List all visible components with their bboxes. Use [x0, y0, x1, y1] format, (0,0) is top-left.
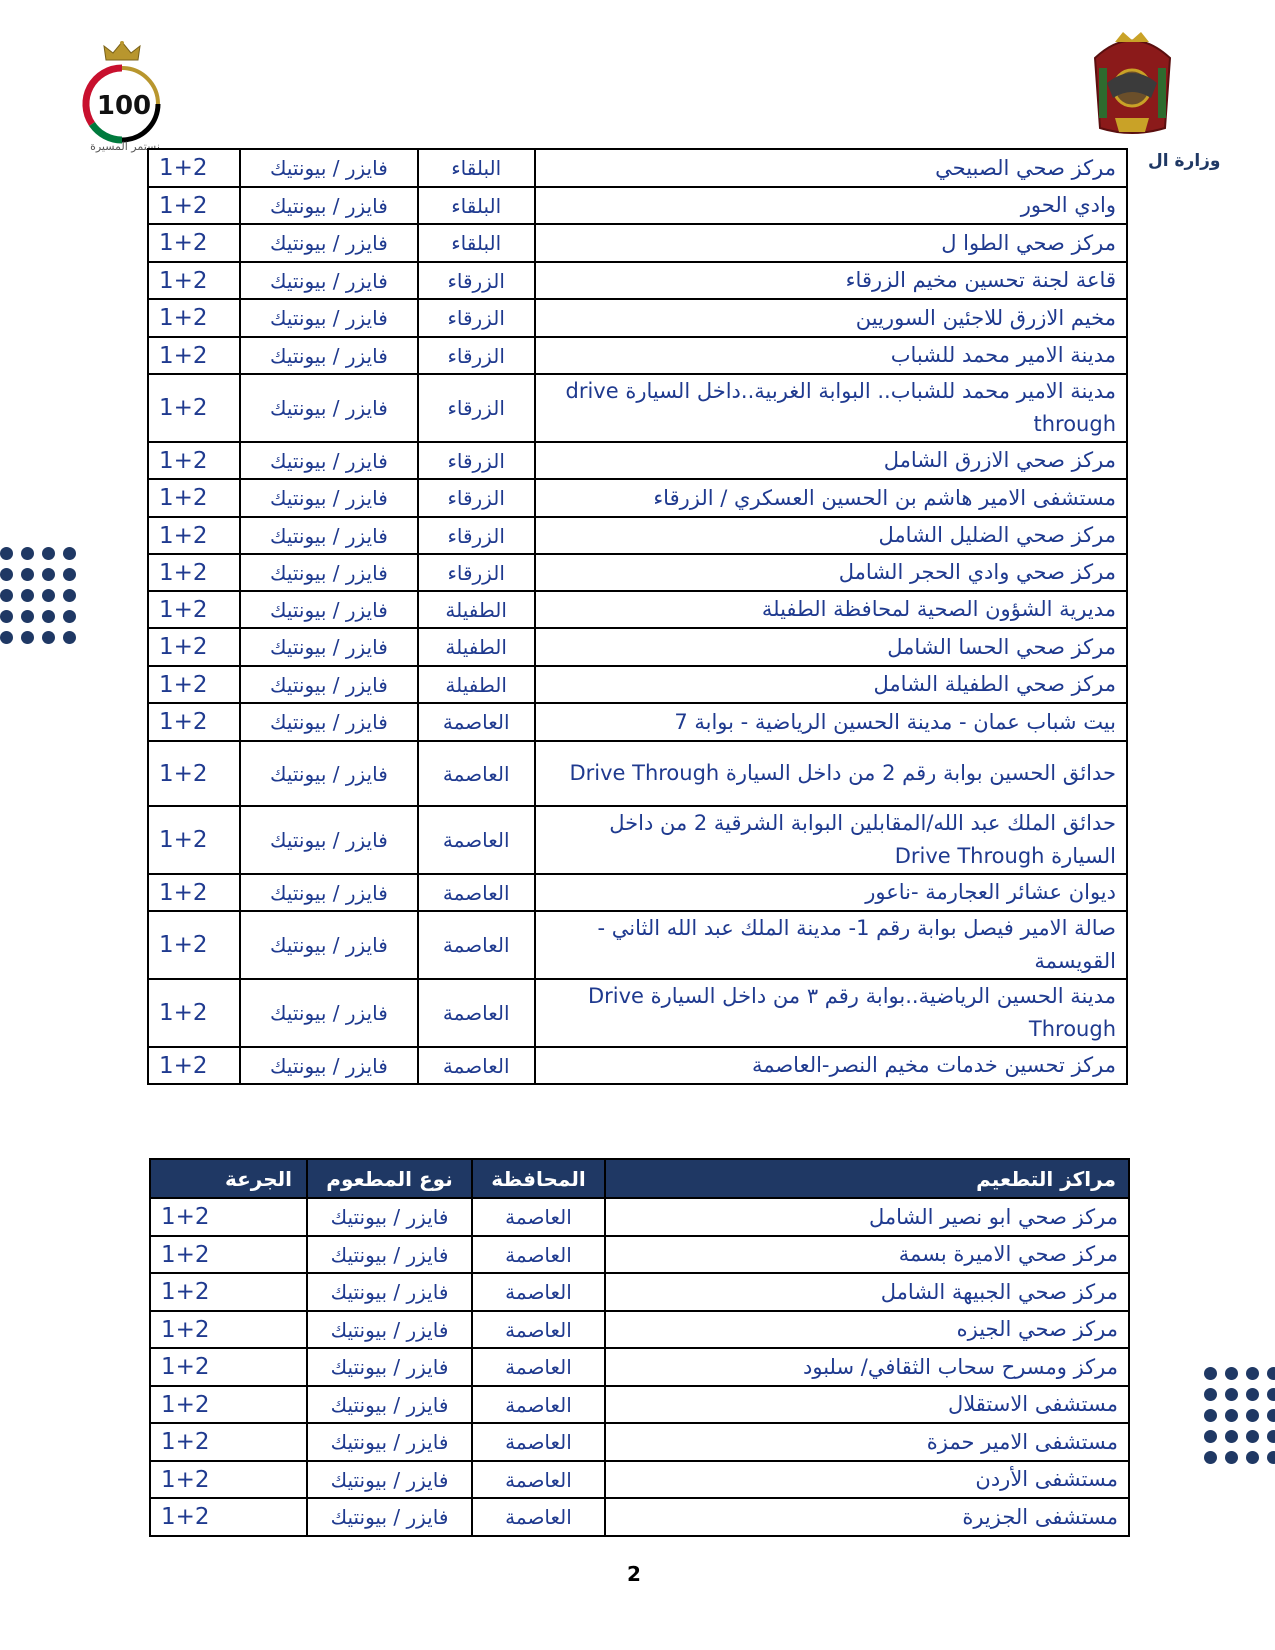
governorate-cell: العاصمة [472, 1273, 605, 1311]
center-name-cell: مركز صحي الطفيلة الشامل [535, 666, 1127, 703]
table-row [148, 911, 1127, 979]
vaccine-type-cell: فايزر / بيونتيك [240, 442, 417, 479]
dose-cell: 1+2 [150, 1348, 307, 1386]
governorate-cell: البلقاء [418, 224, 535, 262]
center-name-cell: مركز صحي الطوا ل [535, 224, 1127, 262]
center-name-cell: حدائق الملك عبد الله/المقابلين البوابة الشرقية 2 من داخل السيارة Drive Through [535, 806, 1127, 874]
dose-cell: 1+2 [148, 479, 240, 517]
governorate-cell: العاصمة [418, 806, 535, 874]
table-row [150, 1348, 1129, 1386]
table-row [148, 591, 1127, 628]
dose-cell: 1+2 [148, 262, 240, 299]
vaccine-type-cell: فايزر / بيونتيك [307, 1311, 472, 1348]
table-row [150, 1236, 1129, 1273]
governorate-cell: الزرقاء [418, 337, 535, 374]
dose-cell: 1+2 [150, 1311, 307, 1348]
logo-tagline: نستمر المسيرة [90, 140, 160, 153]
dose-cell: 1+2 [148, 979, 240, 1047]
vaccine-type-cell: فايزر / بيونتيك [240, 1047, 417, 1084]
table-row [148, 517, 1127, 554]
dose-cell: 1+2 [150, 1461, 307, 1498]
table-row [148, 554, 1127, 591]
vaccine-type-cell: فايزر / بيونتيك [240, 479, 417, 517]
governorate-cell: العاصمة [472, 1236, 605, 1273]
coat-of-arms-logo [1085, 28, 1180, 138]
governorate-cell: الزرقاء [418, 374, 535, 442]
table-row [150, 1461, 1129, 1498]
table-row [148, 666, 1127, 703]
vaccine-type-cell: فايزر / بيونتيك [240, 666, 417, 703]
center-name-cell: مستشفى الامير هاشم بن الحسين العسكري / الزرقاء [535, 479, 1127, 517]
dose-cell: 1+2 [150, 1273, 307, 1311]
table-row [148, 479, 1127, 517]
coat-of-arms-icon [1085, 28, 1180, 138]
dose-cell: 1+2 [148, 874, 240, 911]
decorative-dots-left [0, 547, 76, 644]
dose-cell: 1+2 [148, 666, 240, 703]
table-row [148, 979, 1127, 1047]
dose-cell: 1+2 [148, 911, 240, 979]
center-name-cell: مركز صحي الاميرة بسمة [605, 1236, 1129, 1273]
governorate-cell: الطفيلة [418, 628, 535, 666]
vaccine-type-cell: فايزر / بيونتيك [307, 1386, 472, 1423]
table-row [148, 299, 1127, 337]
governorate-cell: العاصمة [472, 1198, 605, 1236]
header-dose: الجرعة [150, 1159, 307, 1198]
vaccine-type-cell: فايزر / بيونتيك [240, 337, 417, 374]
table-row [148, 442, 1127, 479]
center-name-cell: مدينة الحسين الرياضية..بوابة رقم ٣ من داخل السيارة Drive Through [535, 979, 1127, 1047]
center-name-cell: مركز صحي وادي الحجر الشامل [535, 554, 1127, 591]
governorate-cell: العاصمة [418, 979, 535, 1047]
vaccine-type-cell: فايزر / بيونتيك [240, 374, 417, 442]
vaccine-type-cell: فايزر / بيونتيك [240, 806, 417, 874]
center-name-cell: مركز صحي الضليل الشامل [535, 517, 1127, 554]
vaccine-type-cell: فايزر / بيونتيك [240, 874, 417, 911]
governorate-cell: العاصمة [418, 874, 535, 911]
header-centers: مراكز التطعيم [605, 1159, 1129, 1198]
vaccine-type-cell: فايزر / بيونتيك [240, 224, 417, 262]
table-row [148, 374, 1127, 442]
center-name-cell: ديوان عشائر العجارمة -ناعور [535, 874, 1127, 911]
vaccine-type-cell: فايزر / بيونتيك [307, 1461, 472, 1498]
centenary-ring-icon [80, 62, 164, 146]
table-row [148, 337, 1127, 374]
dose-cell: 1+2 [148, 517, 240, 554]
dose-cell: 1+2 [150, 1498, 307, 1536]
table-header-row [150, 1159, 1129, 1198]
governorate-cell: الزرقاء [418, 299, 535, 337]
vaccine-type-cell: فايزر / بيونتيك [240, 591, 417, 628]
table-row [148, 874, 1127, 911]
vaccine-type-cell: فايزر / بيونتيك [307, 1198, 472, 1236]
table-row [150, 1423, 1129, 1461]
governorate-cell: الزرقاء [418, 442, 535, 479]
vaccine-type-cell: فايزر / بيونتيك [240, 741, 417, 806]
table-body [150, 1198, 1129, 1536]
vaccine-type-cell: فايزر / بيونتيك [307, 1498, 472, 1536]
dose-cell: 1+2 [148, 337, 240, 374]
table-row [148, 149, 1127, 187]
vaccine-type-cell: فايزر / بيونتيك [240, 703, 417, 741]
center-name-cell: قاعة لجنة تحسين مخيم الزرقاء [535, 262, 1127, 299]
center-name-cell: مخيم الازرق للاجئين السوريين [535, 299, 1127, 337]
vaccination-centers-table-continued [147, 148, 1128, 1085]
centenary-number: 100 [96, 91, 152, 121]
table-row [148, 187, 1127, 224]
governorate-cell: العاصمة [418, 1047, 535, 1084]
center-name-cell: مركز ومسرح سحاب الثقافي/ سلبود [605, 1348, 1129, 1386]
table-row [148, 1047, 1127, 1084]
center-name-cell: مستشفى الامير حمزة [605, 1423, 1129, 1461]
governorate-cell: الزرقاء [418, 262, 535, 299]
table-row [148, 224, 1127, 262]
dose-cell: 1+2 [148, 374, 240, 442]
dose-cell: 1+2 [148, 703, 240, 741]
center-name-cell: بيت شباب عمان - مدينة الحسين الرياضية - بوابة 7 [535, 703, 1127, 741]
governorate-cell: البلقاء [418, 187, 535, 224]
vaccination-centers-table [149, 1158, 1130, 1537]
dose-cell: 1+2 [148, 299, 240, 337]
header-vaccine-type: نوع المطعوم [307, 1159, 472, 1198]
center-name-cell: مركز صحي الازرق الشامل [535, 442, 1127, 479]
decorative-dots-right [1204, 1367, 1275, 1464]
dose-cell: 1+2 [148, 554, 240, 591]
ministry-label: وزارة ال [1148, 151, 1221, 171]
dose-cell: 1+2 [150, 1386, 307, 1423]
center-name-cell: مديرية الشؤون الصحية لمحافظة الطفيلة [535, 591, 1127, 628]
vaccine-type-cell: فايزر / بيونتيك [307, 1348, 472, 1386]
center-name-cell: مركز صحي الصبيحي [535, 149, 1127, 187]
governorate-cell: الطفيلة [418, 666, 535, 703]
centenary-logo [72, 40, 172, 155]
center-name-cell: مستشفى الاستقلال [605, 1386, 1129, 1423]
vaccine-type-cell: فايزر / بيونتيك [240, 911, 417, 979]
dose-cell: 1+2 [148, 224, 240, 262]
vaccine-type-cell: فايزر / بيونتيك [240, 262, 417, 299]
vaccine-type-cell: فايزر / بيونتيك [240, 517, 417, 554]
governorate-cell: العاصمة [472, 1348, 605, 1386]
center-name-cell: وادي الحور [535, 187, 1127, 224]
center-name-cell: مركز صحي الجيزه [605, 1311, 1129, 1348]
table-row [150, 1198, 1129, 1236]
vaccine-type-cell: فايزر / بيونتيك [240, 299, 417, 337]
table-row [150, 1311, 1129, 1348]
dose-cell: 1+2 [150, 1423, 307, 1461]
table-row [148, 703, 1127, 741]
dose-cell: 1+2 [150, 1198, 307, 1236]
dose-cell: 1+2 [150, 1236, 307, 1273]
dose-cell: 1+2 [148, 442, 240, 479]
vaccine-type-cell: فايزر / بيونتيك [307, 1236, 472, 1273]
center-name-cell: مستشفى الجزيرة [605, 1498, 1129, 1536]
dose-cell: 1+2 [148, 628, 240, 666]
governorate-cell: البلقاء [418, 149, 535, 187]
governorate-cell: الطفيلة [418, 591, 535, 628]
dose-cell: 1+2 [148, 1047, 240, 1084]
center-name-cell: مركز تحسين خدمات مخيم النصر-العاصمة [535, 1047, 1127, 1084]
vaccine-type-cell: فايزر / بيونتيك [240, 979, 417, 1047]
governorate-cell: العاصمة [418, 741, 535, 806]
governorate-cell: العاصمة [472, 1386, 605, 1423]
governorate-cell: الزرقاء [418, 554, 535, 591]
governorate-cell: الزرقاء [418, 479, 535, 517]
dose-cell: 1+2 [148, 591, 240, 628]
table-row [148, 806, 1127, 874]
governorate-cell: العاصمة [472, 1311, 605, 1348]
vaccine-type-cell: فايزر / بيونتيك [240, 628, 417, 666]
center-name-cell: مدينة الامير محمد للشباب [535, 337, 1127, 374]
dose-cell: 1+2 [148, 741, 240, 806]
governorate-cell: العاصمة [472, 1461, 605, 1498]
crown-icon [102, 40, 142, 62]
table-row [148, 628, 1127, 666]
dose-cell: 1+2 [148, 149, 240, 187]
governorate-cell: العاصمة [418, 911, 535, 979]
dose-cell: 1+2 [148, 806, 240, 874]
governorate-cell: العاصمة [472, 1423, 605, 1461]
table-row [150, 1498, 1129, 1536]
vaccine-type-cell: فايزر / بيونتيك [307, 1423, 472, 1461]
vaccine-type-cell: فايزر / بيونتيك [307, 1273, 472, 1311]
dose-cell: 1+2 [148, 187, 240, 224]
center-name-cell: مركز صحي الحسا الشامل [535, 628, 1127, 666]
center-name-cell: مركز صحي الجبيهة الشامل [605, 1273, 1129, 1311]
vaccine-type-cell: فايزر / بيونتيك [240, 554, 417, 591]
center-name-cell: مركز صحي ابو نصير الشامل [605, 1198, 1129, 1236]
center-name-cell: مدينة الامير محمد للشباب.. البوابة الغربية..داخل السيارة drive through [535, 374, 1127, 442]
table-row [148, 262, 1127, 299]
header-governorate: المحافظة [472, 1159, 605, 1198]
governorate-cell: العاصمة [472, 1498, 605, 1536]
center-name-cell: مستشفى الأردن [605, 1461, 1129, 1498]
table-body [148, 149, 1127, 1084]
center-name-cell: صالة الامير فيصل بوابة رقم 1- مدينة الملك عبد الله الثاني - القويسمة [535, 911, 1127, 979]
governorate-cell: الزرقاء [418, 517, 535, 554]
vaccine-type-cell: فايزر / بيونتيك [240, 187, 417, 224]
vaccine-type-cell: فايزر / بيونتيك [240, 149, 417, 187]
page-number: 2 [627, 1562, 641, 1586]
table-row [150, 1386, 1129, 1423]
governorate-cell: العاصمة [418, 703, 535, 741]
table-row [150, 1273, 1129, 1311]
table-row [148, 741, 1127, 806]
center-name-cell: حدائق الحسين بوابة رقم 2 من داخل السيارة Drive Through [535, 741, 1127, 806]
